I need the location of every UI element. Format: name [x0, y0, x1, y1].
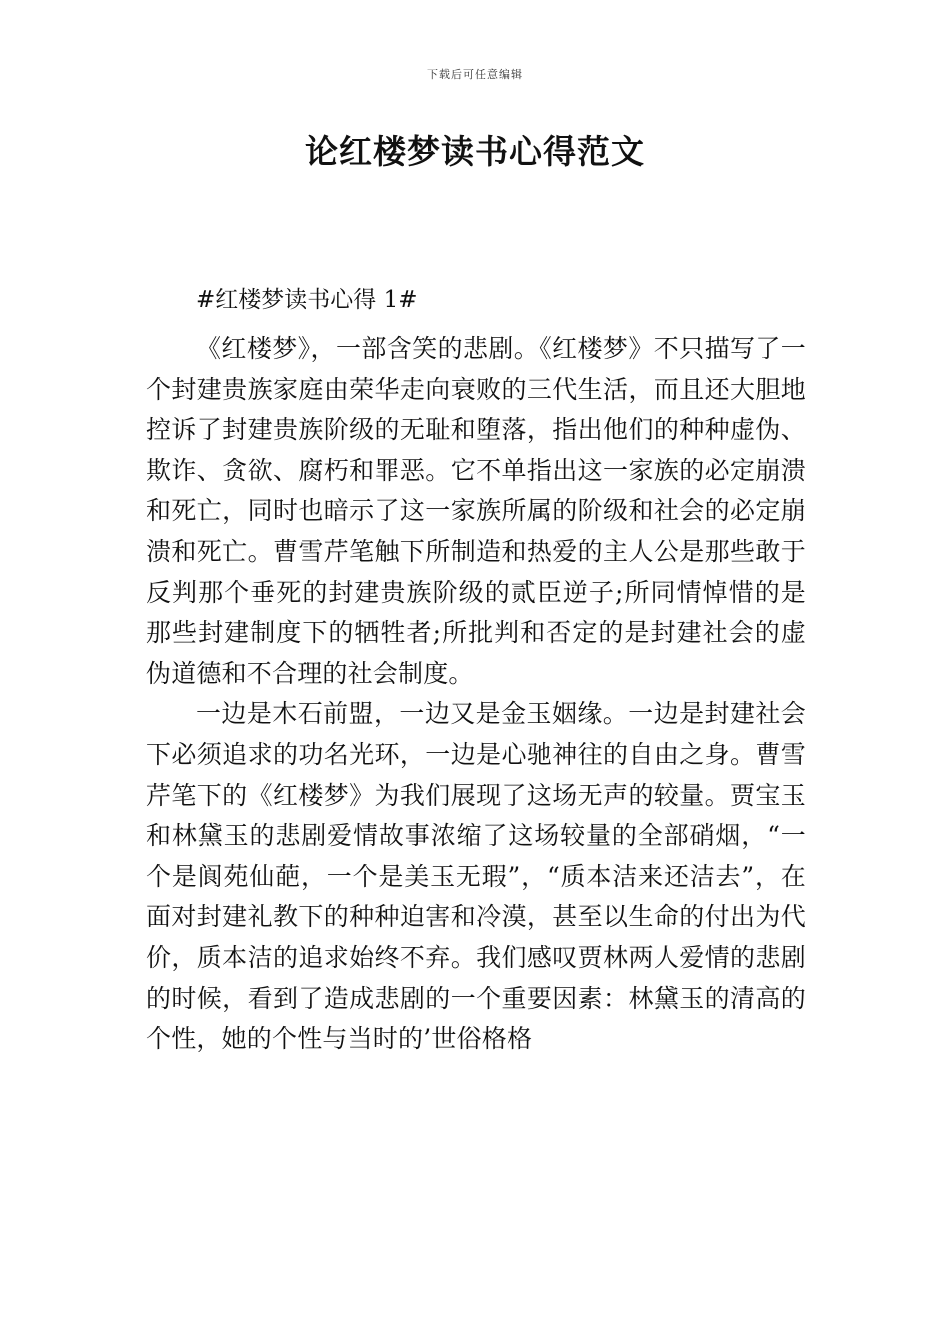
- header-note: 下载后可任意编辑: [427, 68, 523, 81]
- document-title: 论红楼梦读书心得范文: [305, 132, 645, 171]
- body-paragraph: 一边是木石前盟，一边又是金玉姻缘。一边是封建社会下必须追求的功名光环，一边是心驰神往的自由之身。曹雪芹笔下的《红楼梦》为我们展现了这场无声的较量。贾宝玉和林黛玉的悲剧爱情故事浓缩了这场较量的全部硝烟，“一个是阆苑仙葩，一个是美玉无瑕”，“质本洁来还洁去”，在面对封建礼教下的种种迫害和冷漠，甚至以生命的付出为代价，质本洁的追求始终不弃。我们感叹贾林两人爱情的悲剧的时候，看到了造成悲剧的一个重要因素：林黛玉的清高的个性，她的个性与当时的’世俗格格: [146, 699, 806, 1054]
- document-body: [146, 283, 806, 1060]
- body-paragraph: 《红楼梦》，一部含笑的悲剧。《红楼梦》不只描写了一个封建贵族家庭由荣华走向衰败的三代生活，而且还大胆地控诉了封建贵族阶级的无耻和堕落，指出他们的种种虚伪、欺诈、贪欲、腐朽和罪恶。它不单指出这一家族的必定崩溃和死亡，同时也暗示了这一家族所属的阶级和社会的必定崩溃和死亡。曹雪芹笔触下所制造和热爱的主人公是那些敢于反判那个垂死的封建贵族阶级的贰臣逆子;所同情悼惜的是那些封建制度下的牺牲者;所批判和否定的是封建社会的虚伪道德和不合理的社会制度。: [146, 334, 806, 688]
- section-heading: #红楼梦读书心得 1#: [196, 287, 418, 313]
